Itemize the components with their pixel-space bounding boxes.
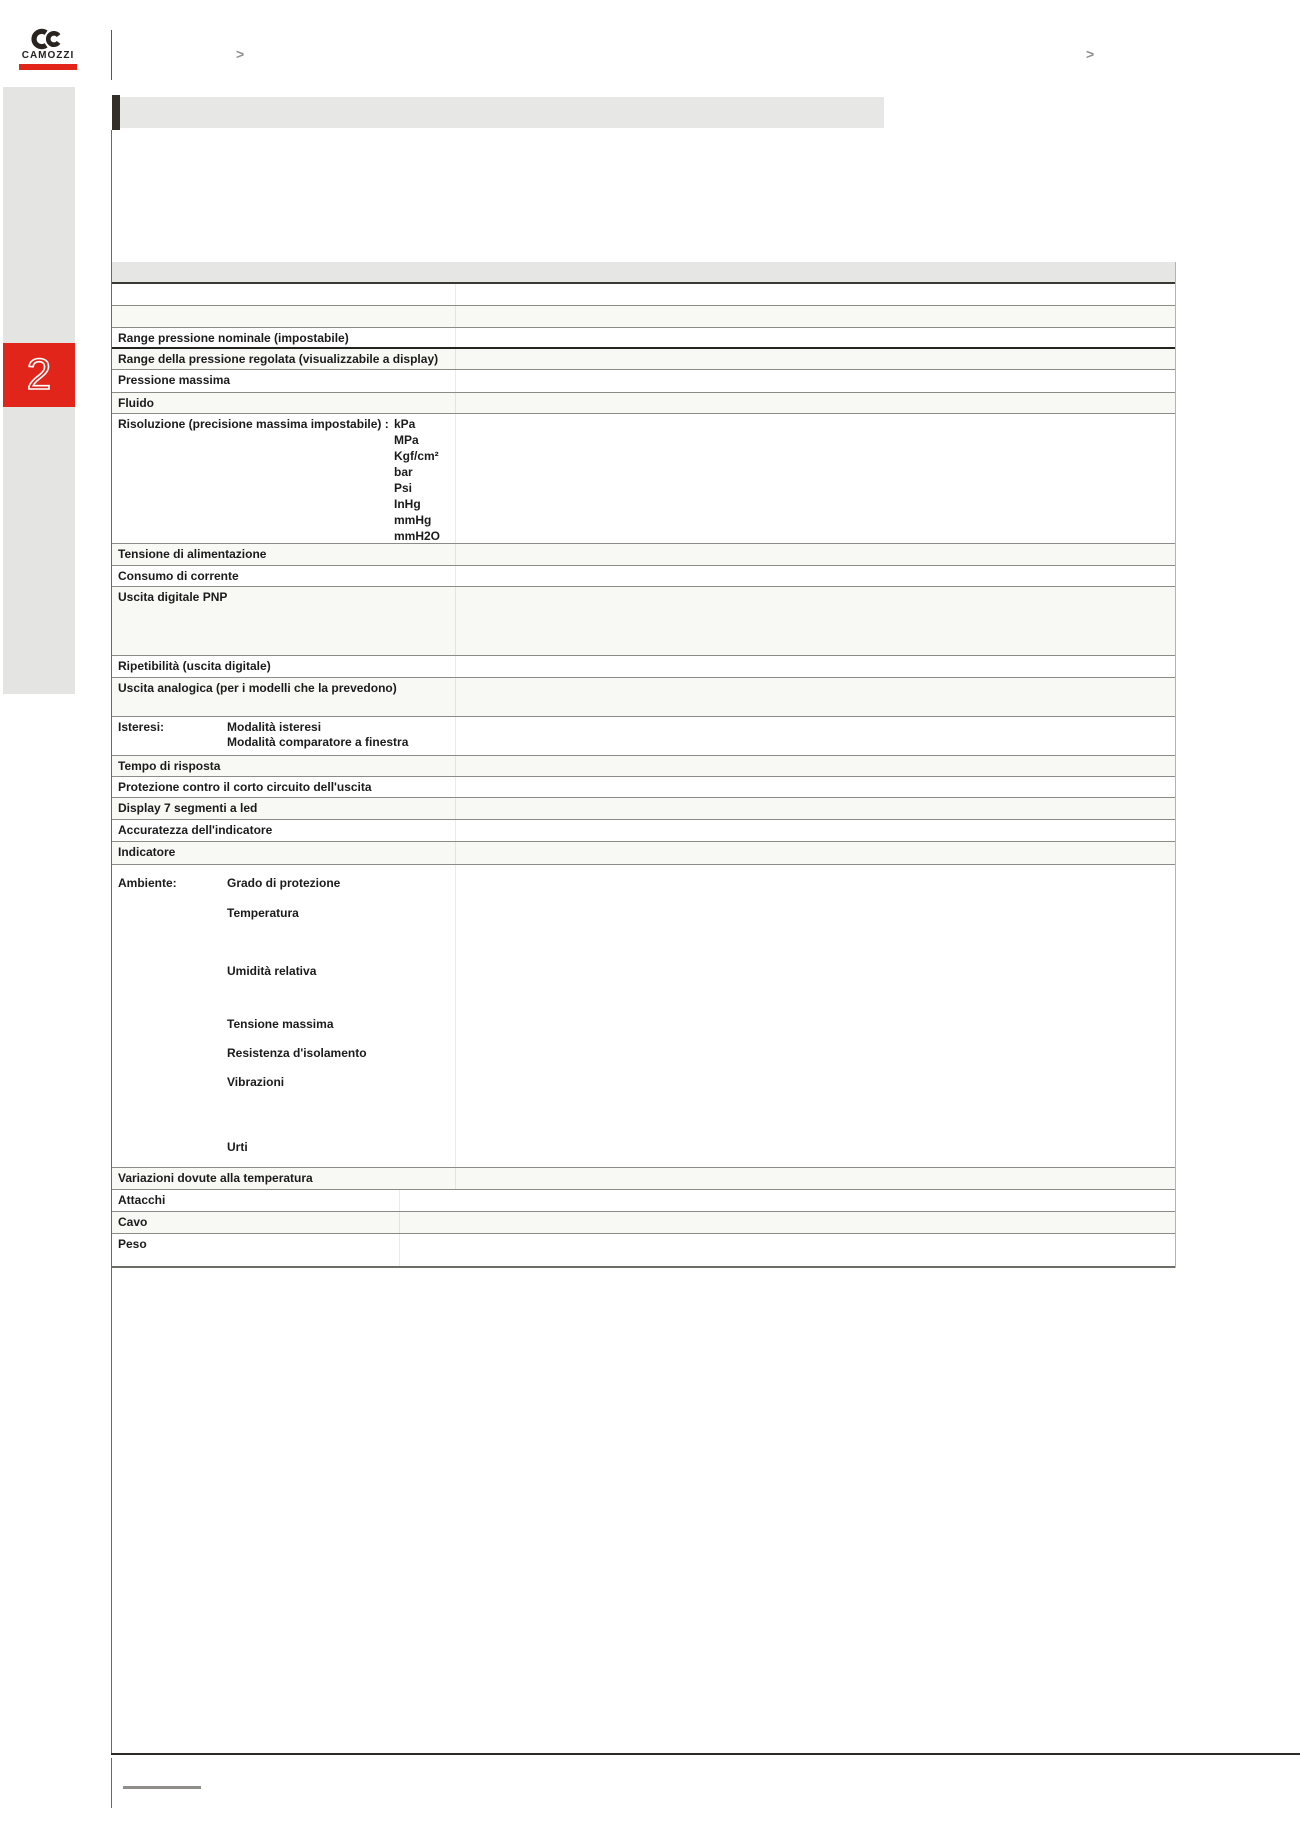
row-label: Variazioni dovute alla temperatura — [118, 1171, 313, 1185]
unit-item: MPa — [394, 433, 419, 447]
spec-row-tempo-risposta — [112, 756, 1175, 777]
spec-row-protezione-corto-circuito — [112, 777, 1175, 798]
unit-item: mmH2O — [394, 529, 441, 543]
spec-row-pressione-massima — [112, 370, 1175, 393]
spec-row-ambiente — [112, 865, 1175, 1168]
ambient-item: Umidità relativa — [227, 964, 317, 978]
table-row-empty-1 — [112, 284, 1175, 306]
page-bottom-rule — [111, 1753, 1300, 1755]
spec-row-risoluzione — [112, 414, 1175, 544]
row-label: Risoluzione (precisione massima impostabile) : — [118, 417, 389, 431]
sidebar-gray-block-bottom — [3, 407, 75, 694]
unit-item: Kgf/cm² — [394, 449, 439, 463]
row-label: Indicatore — [118, 845, 176, 859]
row-label: Tempo di risposta — [118, 759, 221, 773]
unit-item: mmHg — [394, 513, 432, 527]
spec-row-uscita-analogica — [112, 678, 1175, 717]
spec-row-attacchi — [112, 1190, 1175, 1212]
spec-row-display-7-segmenti — [112, 798, 1175, 820]
unit-item: bar — [394, 465, 413, 479]
brand-red-underline — [19, 64, 77, 70]
row-label: Isteresi: — [118, 720, 165, 734]
row-label: Display 7 segmenti a led — [118, 801, 258, 815]
row-label: Consumo di corrente — [118, 569, 239, 583]
sidebar-gray-block-top — [3, 87, 75, 343]
spec-row-peso — [112, 1234, 1175, 1268]
ambient-item: Temperatura — [227, 906, 299, 920]
nav-arrow-right-icon: > — [1086, 46, 1095, 62]
unit-item: Psi — [394, 481, 413, 495]
unit-item: kPa — [394, 417, 416, 431]
row-label: Uscita analogica (per i modelli che la prevedono) — [118, 681, 397, 695]
mode-item: Modalità comparatore a finestra — [227, 735, 409, 749]
spec-row-ripetibilita — [112, 656, 1175, 678]
spec-row-range-pressione-nominale — [112, 328, 1175, 349]
nav-arrow-left-icon: > — [236, 46, 245, 62]
row-label: Range della pressione regolata (visualizzabile a display) — [118, 352, 439, 366]
table-header-band — [112, 262, 1175, 284]
spec-row-tensione-alimentazione — [112, 544, 1175, 566]
spec-row-consumo-corrente — [112, 566, 1175, 587]
row-label: Protezione contro il corto circuito dell'uscita — [118, 780, 372, 794]
row-label: Accuratezza dell'indicatore — [118, 823, 273, 837]
footer-left-rule — [111, 1758, 112, 1808]
page-title-band — [112, 97, 884, 128]
ambient-item: Grado di protezione — [227, 876, 341, 890]
title-accent-bar — [112, 95, 120, 130]
row-label: Peso — [118, 1237, 147, 1251]
spec-row-indicatore — [112, 842, 1175, 865]
ambient-item: Urti — [227, 1140, 248, 1154]
spec-row-variazioni-temperatura — [112, 1168, 1175, 1190]
row-label: Ambiente: — [118, 876, 177, 890]
spec-table — [112, 262, 1176, 1268]
row-label: Cavo — [118, 1215, 148, 1229]
header-divider-rule — [111, 30, 112, 80]
spec-row-isteresi — [112, 717, 1175, 756]
spec-row-range-pressione-regolata — [112, 349, 1175, 370]
spec-row-accuratezza-indicatore — [112, 820, 1175, 842]
spec-row-fluido — [112, 393, 1175, 414]
footnote-rule — [123, 1786, 201, 1789]
row-label: Ripetibilità (uscita digitale) — [118, 659, 271, 673]
chapter-number: 2 — [26, 350, 52, 399]
row-label: Pressione massima — [118, 373, 231, 387]
ambient-item: Resistenza d'isolamento — [227, 1046, 367, 1060]
ambient-item: Vibrazioni — [227, 1075, 285, 1089]
spec-row-uscita-digitale-pnp — [112, 587, 1175, 656]
ambient-item: Tensione massima — [227, 1017, 334, 1031]
brand-name: CAMOZZI — [21, 50, 75, 61]
spec-row-cavo — [112, 1212, 1175, 1234]
row-label: Range pressione nominale (impostabile) — [118, 331, 349, 345]
row-label: Tensione di alimentazione — [118, 547, 267, 561]
chapter-tab — [3, 343, 75, 407]
table-row-empty-2 — [112, 306, 1175, 328]
row-label: Uscita digitale PNP — [118, 590, 228, 604]
row-label: Attacchi — [118, 1193, 166, 1207]
mode-item: Modalità isteresi — [227, 720, 322, 734]
row-label: Fluido — [118, 396, 154, 410]
unit-item: InHg — [394, 497, 421, 511]
camozzi-logo-icon — [30, 27, 64, 51]
